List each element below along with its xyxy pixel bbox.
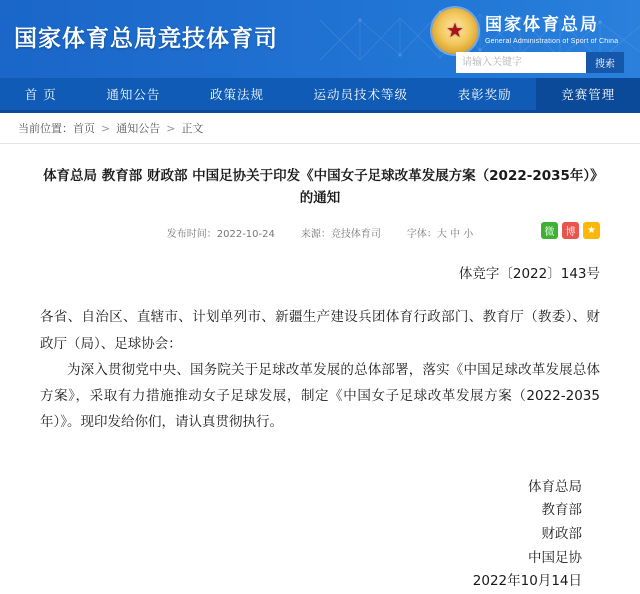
signature-line-4: 中国足协 [528, 549, 582, 566]
breadcrumb-prefix: 当前位置： [18, 122, 73, 135]
breadcrumb-separator-1: > [101, 121, 111, 135]
national-emblem-block [432, 8, 618, 54]
wechat-share-icon[interactable]: 微 [541, 222, 558, 239]
signature-line-1: 体育总局 [528, 478, 582, 495]
breadcrumb-separator-2: > [166, 121, 176, 135]
article-paragraph-recipients: 各省、自治区、直辖市、计划单列市、新疆生产建设兵团体育行政部门、教育厅（教委）、财政厅（局）、足球协会： [40, 309, 600, 352]
breadcrumb-item-home[interactable]: 首页 [73, 122, 95, 135]
nav-item-notices[interactable]: 通知公告 [106, 87, 161, 102]
article-paragraph-main: 为深入贯彻党中央、国务院关于足球改革发展的总体部署，落实《中国足球改革发展总体方案》，采取有力措施推动女子足球发展，制定《中国女子足球改革发展方案（2022-2035年）》。现印发给你们，请认真贯彻执行。 [40, 361, 600, 431]
weibo-share-icon[interactable]: 博 [562, 222, 579, 239]
nav-item-home[interactable]: 首 页 [24, 87, 57, 102]
nav-item-competition-management[interactable]: 竞赛管理 [536, 78, 640, 110]
breadcrumb [0, 113, 640, 144]
publish-time: 发布时间：2022-10-24 [166, 229, 275, 241]
emblem-title-cn: 国家体育总局 [485, 15, 599, 36]
search-button[interactable]: 搜索 [586, 52, 624, 73]
search-box[interactable] [456, 52, 624, 73]
breadcrumb-item-notices[interactable]: 通知公告 [116, 122, 161, 135]
nav-item-policies[interactable]: 政策法规 [209, 87, 264, 102]
qzone-share-icon[interactable]: ★ [583, 222, 600, 239]
font-size-control[interactable]: 字体：大 中 小 [406, 229, 474, 241]
breadcrumb-item-current: 正文 [181, 122, 204, 135]
article-source: 来源：竞技体育司 [300, 229, 381, 241]
signature-line-3: 财政部 [541, 526, 582, 542]
signature-date: 2022年10月14日 [472, 573, 582, 590]
article-signature [40, 476, 600, 594]
nav-item-athlete-grades[interactable]: 运动员技术等级 [313, 87, 409, 102]
share-bar [541, 222, 600, 239]
site-header [0, 0, 640, 78]
main-nav [0, 78, 640, 113]
article-title: 体育总局 教育部 财政部 中国足协关于印发《中国女子足球改革发展方案（2022-2035年）》的通知 [43, 168, 597, 206]
article [0, 144, 640, 594]
search-input[interactable] [456, 52, 586, 73]
article-body [40, 304, 600, 436]
national-emblem-icon [432, 8, 478, 54]
site-title: 国家体育总局竞技体育司 [14, 26, 278, 52]
document-number: 体竞字〔2022〕143号 [458, 266, 600, 283]
nav-item-awards[interactable]: 表彰奖励 [457, 87, 512, 102]
emblem-title-en: General Administration of Sport of China [485, 37, 619, 45]
article-meta [40, 225, 600, 240]
signature-line-2: 教育部 [541, 502, 582, 519]
